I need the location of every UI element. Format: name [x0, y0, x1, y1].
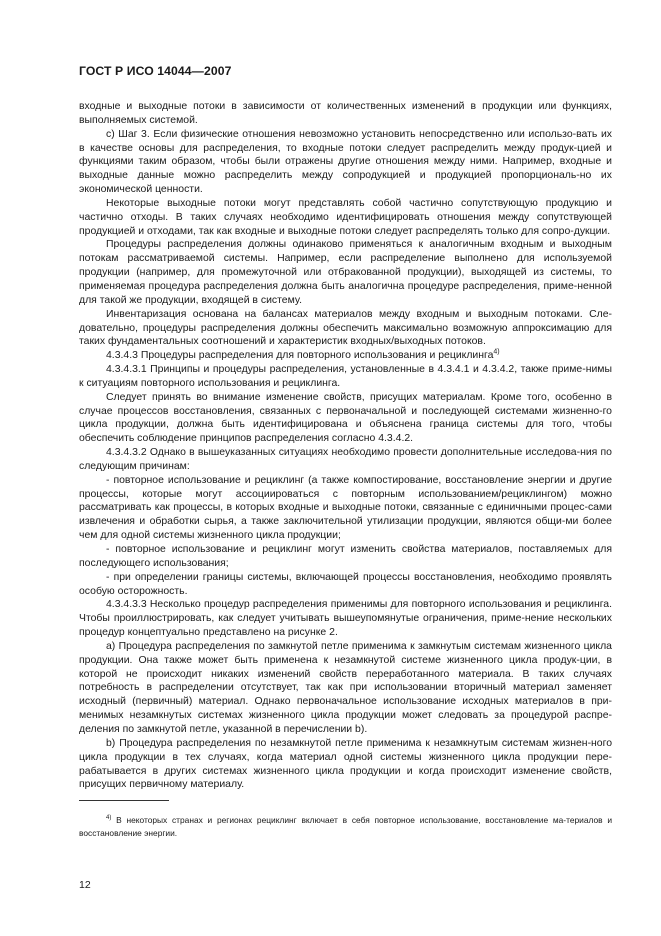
document-header: ГОСТ Р ИСО 14044—2007 — [79, 64, 232, 78]
footnote-separator — [79, 800, 169, 801]
list-item: b) Процедура распределения по незамкнутой петле применима к незамкнутым системам жизнен-ного цикла продукции в тех случаях, когда материал одной системы жизненного цикла продукции пере-рабатывается в других системах жизненного цикла продукции и когда происходит изменение свойств, присущих первичному материалу. — [79, 737, 612, 791]
paragraph: c) Шаг 3. Если физические отношения невозможно установить непосредственно или использо-вать их в качестве основы для распределения, то входные потоки следует распределить между продук-цией и функциями таким образом, чтобы были отражены другие отношения между ними. Например, входные и выходные данные можно распределить между сопродукцией и продукцией пропорциональ-но их экономической ценности. — [79, 128, 612, 196]
paragraph: 4.3.4.3.2 Однако в вышеуказанных ситуациях необходимо провести дополнительные исследова-ния по следующим причинам: — [79, 447, 612, 472]
footnote-text: В некоторых странах и регионах рециклинг включает в себя повторное использование, восстановление ма-териалов и восстановление энергии. — [79, 815, 613, 838]
body-text — [79, 100, 612, 792]
paragraph: 4.3.4.3.3 Несколько процедур распределения применимы для повторного использования и рециклинга. Чтобы проиллюстрировать, как следует учитывать вышеупомянутые ограничения, приме-нение нескольких процедур концептуально представлено на рисунке 2. — [79, 599, 612, 639]
paragraph: 4.3.4.3.1 Принципы и процедуры распределения, установленные в 4.3.4.1 и 4.3.4.2, также приме-нимы к ситуациям повторного использования и рециклинга. — [79, 364, 612, 389]
section-heading-text: 4.3.4.3 Процедуры распределения для повторного использования и рециклинга — [106, 350, 494, 362]
page-number: 12 — [79, 879, 91, 891]
list-item: a) Процедура распределения по замкнутой петле применима к замкнутым системам жизненного цикла продукции. Она также может быть применена к незамкнутой системе жизненного цикла продук-ции, в которой не происходит никаких изменений свойств переработанного материала. В таких случаях потребность в распределении отсутствует, так как при использовании вторичный материал заменяет исходный (первичный) материал. Однако первоначальное использование исходных материалов в при-менимых незамкнутых системах жизненного цикла продукции может следовать за процедурой распре-деления по замкнутой петле, указанной в перечислении b). — [79, 640, 612, 735]
list-item: - повторное использование и рециклинг (а также компостирование, восстановление энергии и другие процессы, которые могут ассоциироваться с повторным использованием/рециклингом) можно рассматривать как процессы, в которых входные и выходные потоки, связанные с единичными процес-сами извлечения и обработки сырья, а также заключительной утилизации продукции, являются общи-ми более чем для одной системы жизненного цикла продукции; — [79, 474, 612, 542]
list-item: - повторное использование и рециклинг могут изменить свойства материалов, поставляемых для последующего использования; — [79, 544, 612, 569]
paragraph: Процедуры распределения должны одинаково применяться к аналогичным входным и выходным потокам рассматриваемой системы. Например, если распределение выполнено для используемой продукции (например, для промежуточной или отбракованной продукции), выходящей из системы, то применяемая процедура распределения должна быть аналогична процедуре распределения, приме-ненной для такой же продукции, входящей в систему. — [79, 239, 612, 306]
paragraph: входные и выходные потоки в зависимости от количественных изменений в продукции или функциях, выполняемых системой. — [79, 101, 612, 126]
section-heading-4-3-4-3 — [79, 349, 612, 363]
footnote-number: 4) — [106, 815, 112, 822]
paragraph: Некоторые выходные потоки могут представлять собой частично сопутствующую продукцию и частично отходы. В таких случаях необходимо идентифицировать отношения между сопутствующей продукцией и отходами, так как входные и выходные потоки следует распределять только для сопро-дукции. — [79, 197, 612, 237]
paragraph: Следует принять во внимание изменение свойств, присущих материалам. Кроме того, особенно в случае процессов восстановления, связанных с первоначальной и последующей системами жизненно-го цикла продукции, должна быть идентифицирована и объяснена граница системы для того, чтобы обеспечить соблюдение принципов распределения согласно 4.3.4.2. — [79, 391, 612, 445]
list-item: - при определении границы системы, включающей процессы восстановления, необходимо проявлять особую осторожность. — [79, 571, 612, 597]
paragraph: Инвентаризация основана на балансах материалов между входным и выходным потоками. Сле-довательно, процедуры распределения должны обеспечить максимально возможную аппроксимацию для таких фундаментальных соотношений и характеристик входных/выходных потоков. — [79, 308, 612, 348]
footnote-reference: 4) — [493, 348, 500, 356]
footnote — [79, 814, 612, 839]
footnote-paragraph — [79, 814, 612, 839]
